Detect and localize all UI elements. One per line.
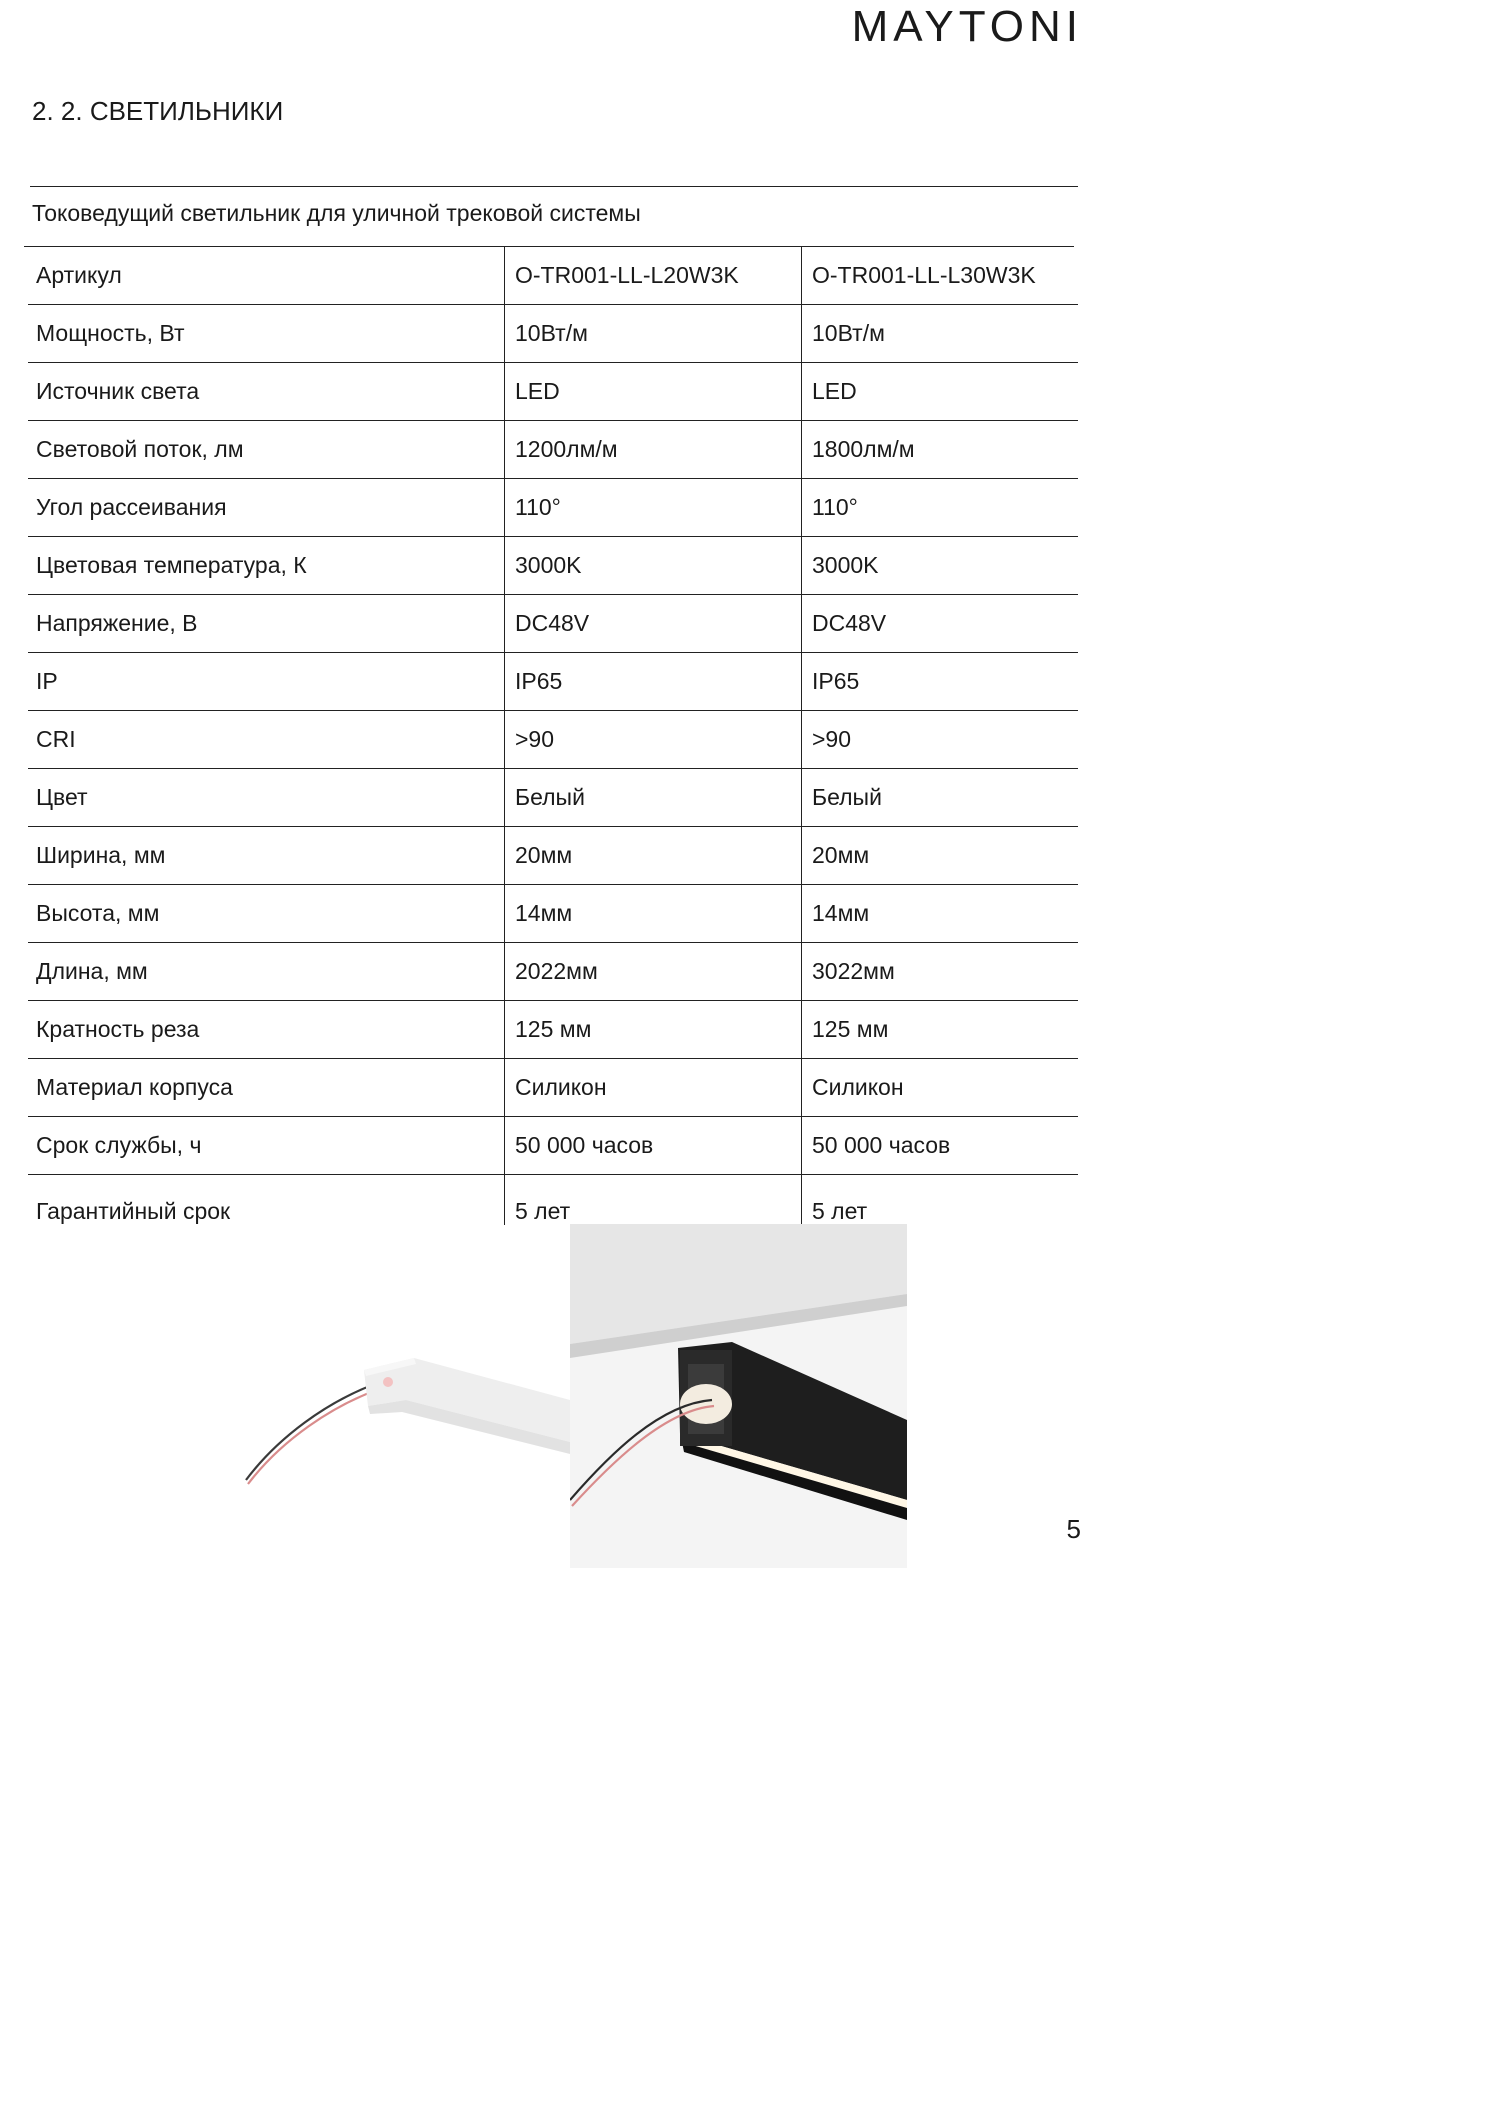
table-row <box>28 363 1078 421</box>
table-row <box>28 1001 1078 1059</box>
spec-value-model-1: O-TR001-LL-L20W3K <box>505 247 802 305</box>
spec-label: IP <box>28 653 505 711</box>
spec-value-model-2: 14мм <box>802 885 1079 943</box>
table-row <box>28 1117 1078 1175</box>
section-title: 2. 2. СВЕТИЛЬНИКИ <box>32 96 284 126</box>
spec-value-model-2: 3022мм <box>802 943 1079 1001</box>
spec-value-model-1: Белый <box>505 769 802 827</box>
table-row <box>28 943 1078 1001</box>
table-row <box>28 1175 1078 1226</box>
spec-value-model-1: Силикон <box>505 1059 802 1117</box>
spec-value-model-1: 14мм <box>505 885 802 943</box>
spec-value-model-2: Белый <box>802 769 1079 827</box>
spec-label: Материал корпуса <box>28 1059 505 1117</box>
spec-value-model-2: 1800лм/м <box>802 421 1079 479</box>
table-row <box>28 1059 1078 1117</box>
spec-value-model-2: 110° <box>802 479 1079 537</box>
spec-value-model-1: 50 000 часов <box>505 1117 802 1175</box>
spec-value-model-2: 5 лет <box>802 1175 1079 1226</box>
spec-value-model-1: 125 мм <box>505 1001 802 1059</box>
spec-value-model-2: 20мм <box>802 827 1079 885</box>
table-row <box>28 305 1078 363</box>
table-row <box>28 247 1078 305</box>
spec-value-model-2: 50 000 часов <box>802 1117 1079 1175</box>
spec-value-model-2: IP65 <box>802 653 1079 711</box>
product-photo-white <box>236 1330 570 1510</box>
spec-label: Цветовая температура, К <box>28 537 505 595</box>
brand-logo: MAYTONI <box>851 2 1083 51</box>
spec-value-model-2: Силикон <box>802 1059 1079 1117</box>
spec-table-body <box>28 247 1078 1225</box>
spec-value-model-1: 110° <box>505 479 802 537</box>
spec-label: Источник света <box>28 363 505 421</box>
spec-label: Ширина, мм <box>28 827 505 885</box>
spec-label: Световой поток, лм <box>28 421 505 479</box>
spec-value-model-1: 10Вт/м <box>505 305 802 363</box>
table-row <box>28 421 1078 479</box>
table-row <box>28 595 1078 653</box>
spec-value-model-1: 1200лм/м <box>505 421 802 479</box>
table-row <box>28 537 1078 595</box>
table-caption: Токоведущий светильник для уличной трековой системы <box>32 200 641 226</box>
spec-value-model-1: 2022мм <box>505 943 802 1001</box>
spec-label: Кратность реза <box>28 1001 505 1059</box>
spec-label: Артикул <box>28 247 505 305</box>
spec-value-model-2: O-TR001-LL-L30W3K <box>802 247 1079 305</box>
spec-label: Мощность, Вт <box>28 305 505 363</box>
spec-value-model-1: 5 лет <box>505 1175 802 1226</box>
table-row <box>28 769 1078 827</box>
spec-value-model-2: LED <box>802 363 1079 421</box>
spec-value-model-1: IP65 <box>505 653 802 711</box>
spec-label: Цвет <box>28 769 505 827</box>
spec-value-model-1: DC48V <box>505 595 802 653</box>
spec-label: Длина, мм <box>28 943 505 1001</box>
spec-value-model-2: >90 <box>802 711 1079 769</box>
page-number: 5 <box>1066 1514 1081 1544</box>
spec-table <box>28 247 1078 1225</box>
spec-value-model-1: LED <box>505 363 802 421</box>
table-row <box>28 885 1078 943</box>
spec-value-model-1: 3000K <box>505 537 802 595</box>
spec-value-model-1: >90 <box>505 711 802 769</box>
table-row <box>28 827 1078 885</box>
spec-label: Напряжение, В <box>28 595 505 653</box>
table-row <box>28 653 1078 711</box>
spec-label: Гарантийный срок <box>36 1198 231 1224</box>
spec-value-model-2: 10Вт/м <box>802 305 1079 363</box>
table-row <box>28 479 1078 537</box>
spec-value-model-2: DC48V <box>802 595 1079 653</box>
table-row <box>28 711 1078 769</box>
table-top-rule <box>30 186 1078 187</box>
spec-value-model-2: 125 мм <box>802 1001 1079 1059</box>
spec-value-model-1: 20мм <box>505 827 802 885</box>
spec-label: Угол рассеивания <box>28 479 505 537</box>
spec-value-model-2: 3000K <box>802 537 1079 595</box>
spec-label: Высота, мм <box>28 885 505 943</box>
spec-label: Срок службы, ч <box>28 1117 505 1175</box>
spec-label: CRI <box>28 711 505 769</box>
product-photo-mounted <box>570 1224 907 1568</box>
